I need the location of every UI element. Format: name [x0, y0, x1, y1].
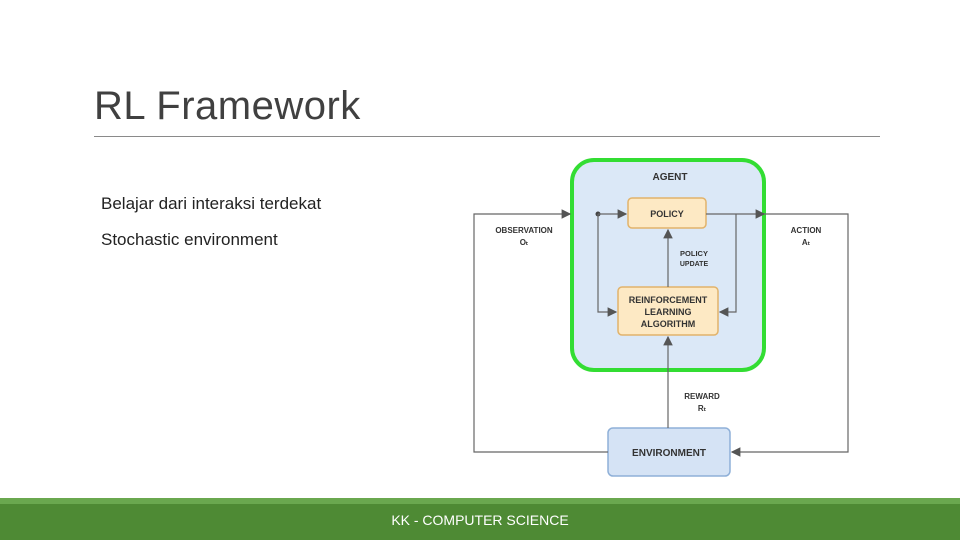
rl-algorithm-line: ALGORITHM: [640, 319, 696, 329]
action-label: ACTION: [790, 226, 822, 235]
rl-framework-diagram: [460, 156, 860, 486]
observation-label: OBSERVATION: [495, 226, 553, 235]
title-divider: [94, 136, 880, 137]
rl-algorithm-line: REINFORCEMENT: [628, 295, 708, 305]
bullet-list: [101, 194, 321, 266]
observation-symbol: Oₜ: [519, 238, 529, 247]
environment-label: ENVIRONMENT: [632, 448, 706, 459]
policy-update-line: UPDATE: [679, 261, 709, 268]
reward-symbol: Rₜ: [697, 404, 707, 413]
reward-label: REWARD: [684, 392, 720, 401]
agent-label: AGENT: [652, 172, 688, 183]
rl-algorithm-line: LEARNING: [644, 307, 692, 317]
policy-update-line: POLICY: [680, 249, 708, 258]
footer-text: KK - COMPUTER SCIENCE: [391, 512, 569, 528]
slide-title: RL Framework: [94, 84, 361, 128]
footer-bar: [0, 498, 960, 540]
bullet-item: Stochastic environment: [101, 230, 278, 249]
action-symbol: Aₜ: [801, 238, 811, 247]
policy-label: POLICY: [650, 209, 684, 219]
bullet-item: Belajar dari interaksi terdekat: [101, 194, 322, 213]
